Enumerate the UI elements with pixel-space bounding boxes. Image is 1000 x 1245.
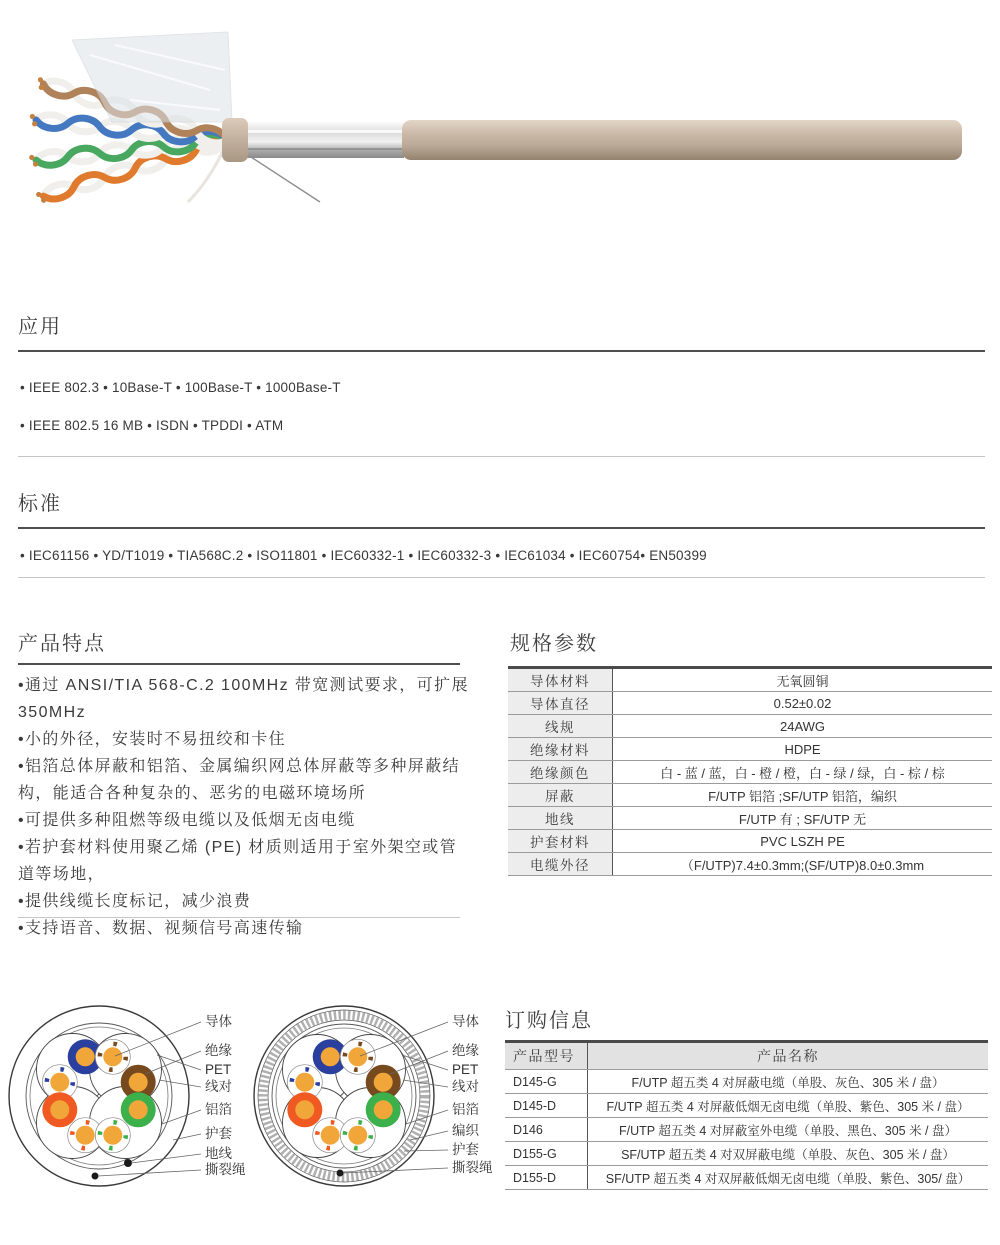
foil-shadow-line: [242, 148, 404, 150]
divider: [18, 577, 985, 578]
diagram-label: 撕裂绳: [205, 1162, 246, 1177]
divider: [18, 456, 985, 457]
divider: [18, 917, 460, 918]
features-title: 产品特点: [18, 633, 106, 655]
feature-item: •提供线缆长度标记，减少浪费: [18, 893, 252, 910]
application-line-1: • IEEE 802.3 • 10Base-T • 100Base-T • 1000Base-T: [20, 380, 341, 395]
diagram-labels: [452, 1013, 493, 1175]
spec-row: [508, 668, 992, 692]
jacket-collar: [222, 118, 248, 162]
diagram-label: 导体: [205, 1014, 232, 1029]
conductor: [348, 1047, 367, 1066]
ordering-row: [505, 1070, 988, 1094]
spec-value: F/UTP 铝箔 ;SF/UTP 铝箔，编织: [613, 784, 993, 807]
feature-item: •若护套材料使用聚乙烯 (PE) 材质则适用于室外架空或管道等场地，: [18, 839, 458, 883]
diagram-label: PET: [452, 1062, 479, 1077]
spec-value: 白 - 蓝 / 蓝，白 - 橙 / 橙，白 - 绿 / 绿，白 - 棕 / 棕: [613, 761, 993, 784]
ordering-table: [505, 1040, 988, 1190]
cable-photo: [20, 30, 965, 235]
spec-value: 无氧圆铜: [613, 668, 993, 692]
conductor: [50, 1100, 69, 1119]
conductor: [129, 1100, 148, 1119]
spec-value: HDPE: [613, 738, 993, 761]
conductor: [348, 1126, 367, 1145]
conductor: [103, 1047, 122, 1066]
standards-title: 标准: [18, 493, 62, 515]
conductor: [374, 1100, 393, 1119]
ordering-model: D155-G: [505, 1142, 588, 1166]
spec-label: 绝缘材料: [508, 738, 613, 761]
spec-table: [508, 666, 992, 876]
spec-label: 电缆外径: [508, 853, 613, 876]
specs-title: 规格参数: [510, 633, 598, 655]
diagram-label: 护套: [452, 1142, 479, 1157]
spec-row: [508, 761, 992, 784]
spec-label: 屏蔽: [508, 784, 613, 807]
cable-jacket: [402, 120, 962, 160]
spec-label: 地线: [508, 807, 613, 830]
features-list: [18, 672, 470, 942]
diagram-label: 线对: [452, 1079, 479, 1094]
feature-item: •支持语音、数据、视频信号高速传输: [18, 920, 304, 937]
spec-value: PVC LSZH PE: [613, 830, 993, 853]
divider: [18, 663, 460, 665]
ordering-name: F/UTP 超五类 4 对屏蔽低烟无卤电缆（单股、紫色、305 米 / 盘）: [588, 1094, 989, 1118]
conductor: [103, 1126, 122, 1145]
divider: [18, 527, 985, 529]
spec-row: [508, 715, 992, 738]
diagram-label: PET: [205, 1062, 232, 1077]
ordering-model: D155-D: [505, 1166, 588, 1190]
ripcord-dot: [337, 1170, 344, 1177]
application-title: 应用: [18, 316, 62, 338]
standards-line: • IEC61156 • YD/T1019 • TIA568C.2 • ISO11801 • IEC60332-1 • IEC60332-3 • IEC61034 • IEC60754• EN50399: [20, 548, 707, 563]
diagram-label: 地线: [205, 1146, 232, 1161]
spec-value: 0.52±0.02: [613, 692, 993, 715]
conductor: [129, 1073, 148, 1092]
diagram-labels: [205, 1013, 246, 1177]
conductor: [76, 1047, 95, 1066]
diagram-label: 铝箔: [452, 1102, 479, 1117]
diagram-label: 线对: [205, 1079, 232, 1094]
ordering-header-name: 产品名称: [588, 1042, 989, 1070]
feature-item: •可提供多种阻燃等级电缆以及低烟无卤电缆: [18, 812, 356, 829]
conductor: [76, 1126, 95, 1145]
ordering-header-model: 产品型号: [505, 1042, 588, 1070]
spec-value: F/UTP 有 ; SF/UTP 无: [613, 807, 993, 830]
foil-shield-tube: [242, 122, 404, 158]
ordering-row: [505, 1142, 988, 1166]
ordering-row: [505, 1118, 988, 1142]
ordering-title: 订购信息: [505, 1010, 593, 1032]
spec-label: 绝缘颜色: [508, 761, 613, 784]
diagram-label: 绝缘: [205, 1043, 232, 1058]
sfutp-cross-section: [252, 988, 502, 1203]
ordering-name: SF/UTP 超五类 4 对双屏蔽低烟无卤电缆（单股、紫色、305/ 盘）: [588, 1166, 989, 1190]
divider: [18, 350, 985, 352]
diagram-label: 绝缘: [452, 1043, 479, 1058]
conductor: [321, 1047, 340, 1066]
spec-value: （F/UTP)7.4±0.3mm;(SF/UTP)8.0±0.3mm: [613, 853, 993, 876]
diagram-label: 护套: [205, 1126, 232, 1141]
spec-label: 护套材料: [508, 830, 613, 853]
jacket-ring: [254, 1006, 434, 1186]
spec-label: 导体直径: [508, 692, 613, 715]
foil-highlight: [242, 130, 404, 133]
diagram-label: 编织: [452, 1123, 479, 1138]
ordering-name: F/UTP 超五类 4 对屏蔽室外电缆（单股、黑色、305 米 / 盘）: [588, 1118, 989, 1142]
conductor: [50, 1073, 69, 1092]
spec-row: [508, 807, 992, 830]
conductor: [374, 1073, 393, 1092]
spec-row: [508, 738, 992, 761]
conductor: [295, 1100, 314, 1119]
feature-item: •小的外径，安装时不易扭绞和卡住: [18, 731, 287, 748]
ordering-model: D145-D: [505, 1094, 588, 1118]
spec-row: [508, 830, 992, 853]
drain-wire-dot: [124, 1159, 132, 1167]
futp-cross-section: [5, 988, 255, 1203]
diagram-label: 导体: [452, 1014, 479, 1029]
spec-label: 导体材料: [508, 668, 613, 692]
feature-item: •通过 ANSI/TIA 568-C.2 100MHz 带宽测试要求，可扩展 350MHz: [18, 677, 469, 721]
conductor: [295, 1073, 314, 1092]
ordering-model: D145-G: [505, 1070, 588, 1094]
feature-item: •铝箔总体屏蔽和铝箔、金属编织网总体屏蔽等多种屏蔽结构，能适合各种复杂的、恶劣的电磁环境场所: [18, 758, 461, 802]
ordering-name: F/UTP 超五类 4 对屏蔽电缆（单股、灰色、305 米 / 盘）: [588, 1070, 989, 1094]
spec-label: 线规: [508, 715, 613, 738]
spec-row: [508, 784, 992, 807]
diagram-label: 铝箔: [205, 1102, 232, 1117]
application-line-2: • IEEE 802.5 16 MB • ISDN • TPDDI • ATM: [20, 418, 284, 433]
ordering-model: D146: [505, 1118, 588, 1142]
spec-value: 24AWG: [613, 715, 993, 738]
spec-row: [508, 853, 992, 876]
ordering-name: SF/UTP 超五类 4 对双屏蔽电缆（单股、灰色、305 米 / 盘）: [588, 1142, 989, 1166]
ordering-header-row: [505, 1042, 988, 1070]
conductor: [321, 1126, 340, 1145]
spec-row: [508, 692, 992, 715]
ordering-row: [505, 1166, 988, 1190]
ordering-row: [505, 1094, 988, 1118]
ripcord-dot: [92, 1173, 99, 1180]
diagram-label: 撕裂绳: [452, 1160, 493, 1175]
